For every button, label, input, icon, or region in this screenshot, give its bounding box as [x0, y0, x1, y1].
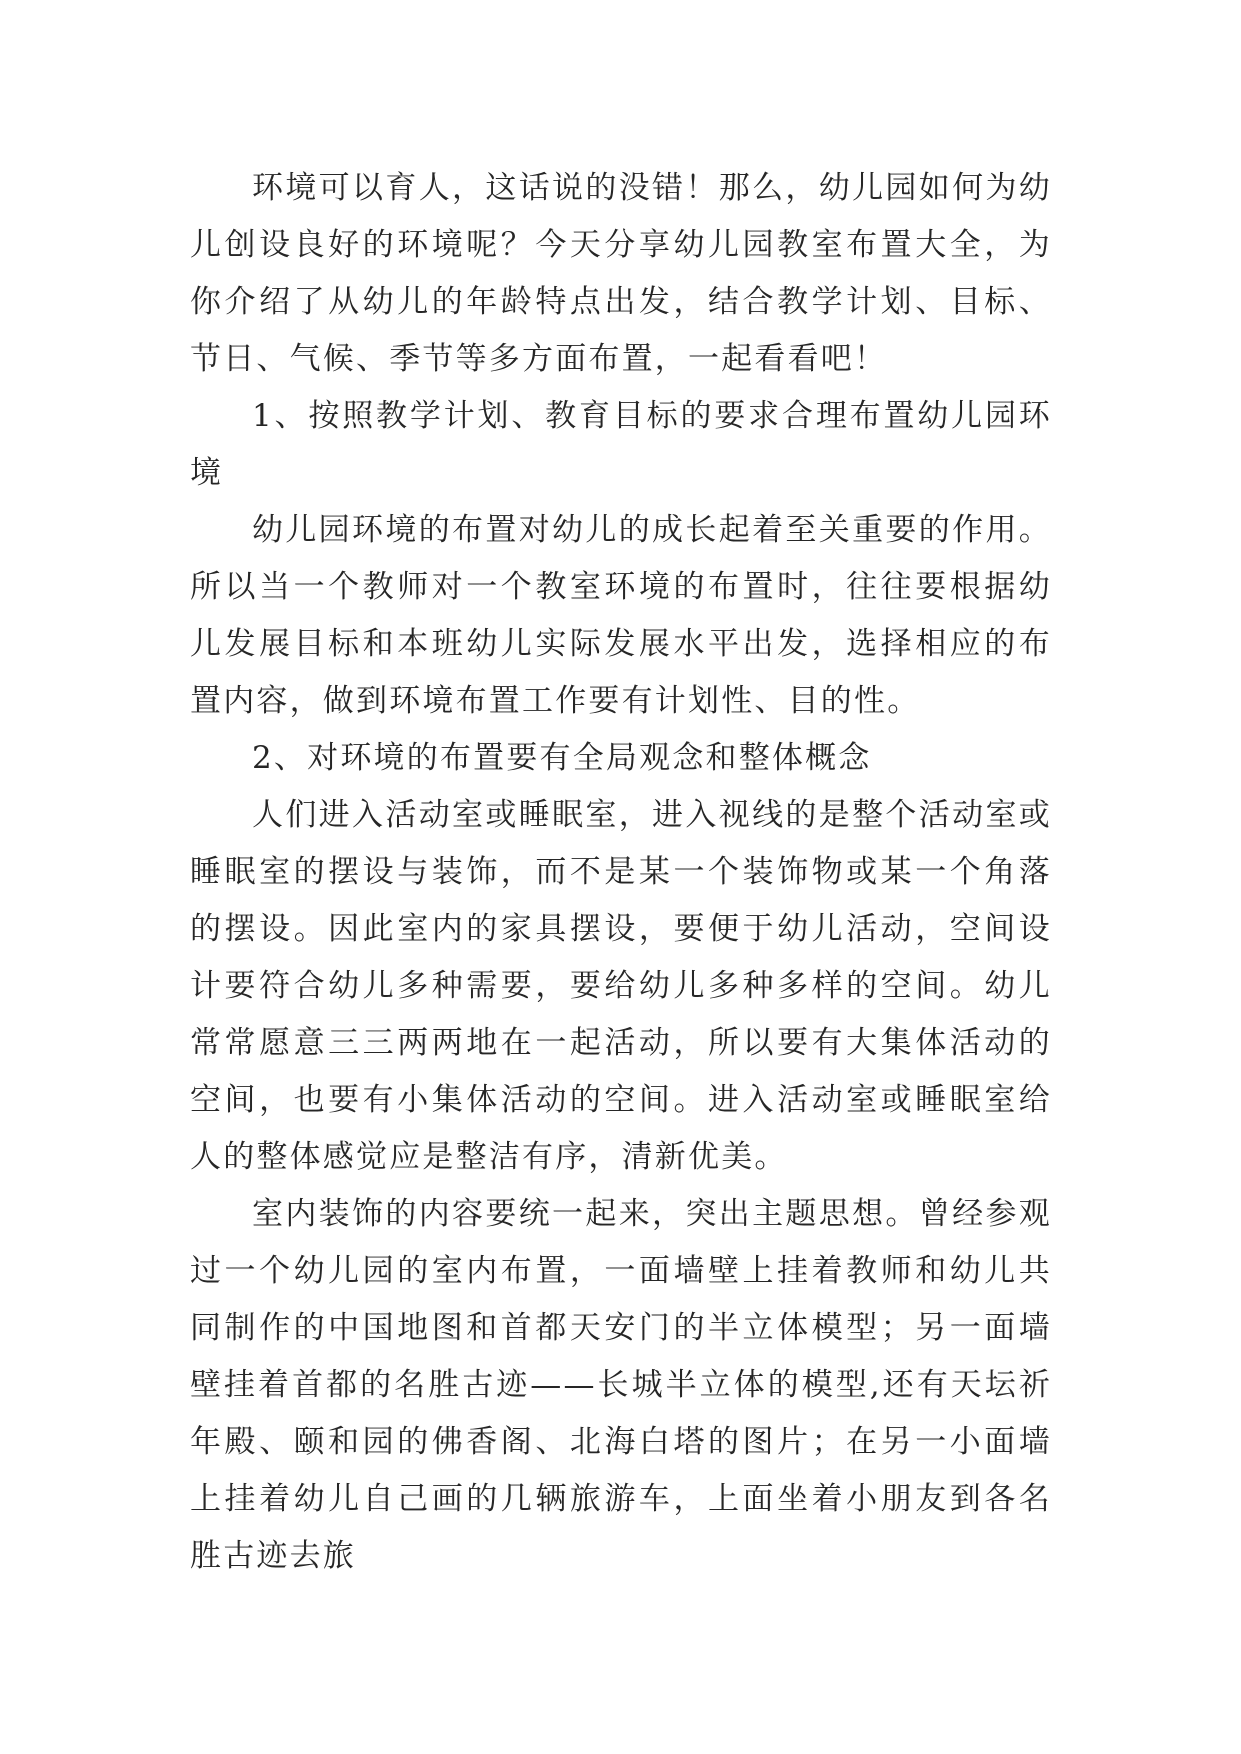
- body-paragraph-1: 幼儿园环境的布置对幼儿的成长起着至关重要的作用。所以当一个教师对一个教室环境的布置时，往往要根据幼儿发展目标和本班幼儿实际发展水平出发，选择相应的布置内容，做到环境布置工作要有计划性、目的性。: [190, 512, 1052, 719]
- document-body: [190, 160, 1052, 1585]
- section-heading-1: 1、按照教学计划、教育目标的要求合理布置幼儿园环境: [190, 398, 1052, 491]
- section-heading-2: 2、对环境的布置要有全局观念和整体概念: [252, 740, 872, 776]
- intro-paragraph: 环境可以育人，这话说的没错！那么，幼儿园如何为幼儿创设良好的环境呢？今天分享幼儿园教室布置大全，为你介绍了从幼儿的年龄特点出发，结合教学计划、目标、节日、气候、季节等多方面布置，一起看看吧！: [190, 170, 1052, 377]
- body-paragraph-3: 室内装饰的内容要统一起来，突出主题思想。曾经参观过一个幼儿园的室内布置，一面墙壁上挂着教师和幼儿共同制作的中国地图和首都天安门的半立体模型；另一面墙壁挂着首都的名胜古迹——长城半立体的模型,还有天坛祈年殿、颐和园的佛香阁、北海白塔的图片；在另一小面墙上挂着幼儿自己画的几辆旅游车，上面坐着小朋友到各名胜古迹去旅: [190, 1196, 1052, 1574]
- body-paragraph-2: 人们进入活动室或睡眠室，进入视线的是整个活动室或睡眠室的摆设与装饰，而不是某一个装饰物或某一个角落的摆设。因此室内的家具摆设，要便于幼儿活动，空间设计要符合幼儿多种需要，要给幼儿多种多样的空间。幼儿常常愿意三三两两地在一起活动，所以要有大集体活动的空间，也要有小集体活动的空间。进入活动室或睡眠室给人的整体感觉应是整洁有序，清新优美。: [190, 797, 1052, 1175]
